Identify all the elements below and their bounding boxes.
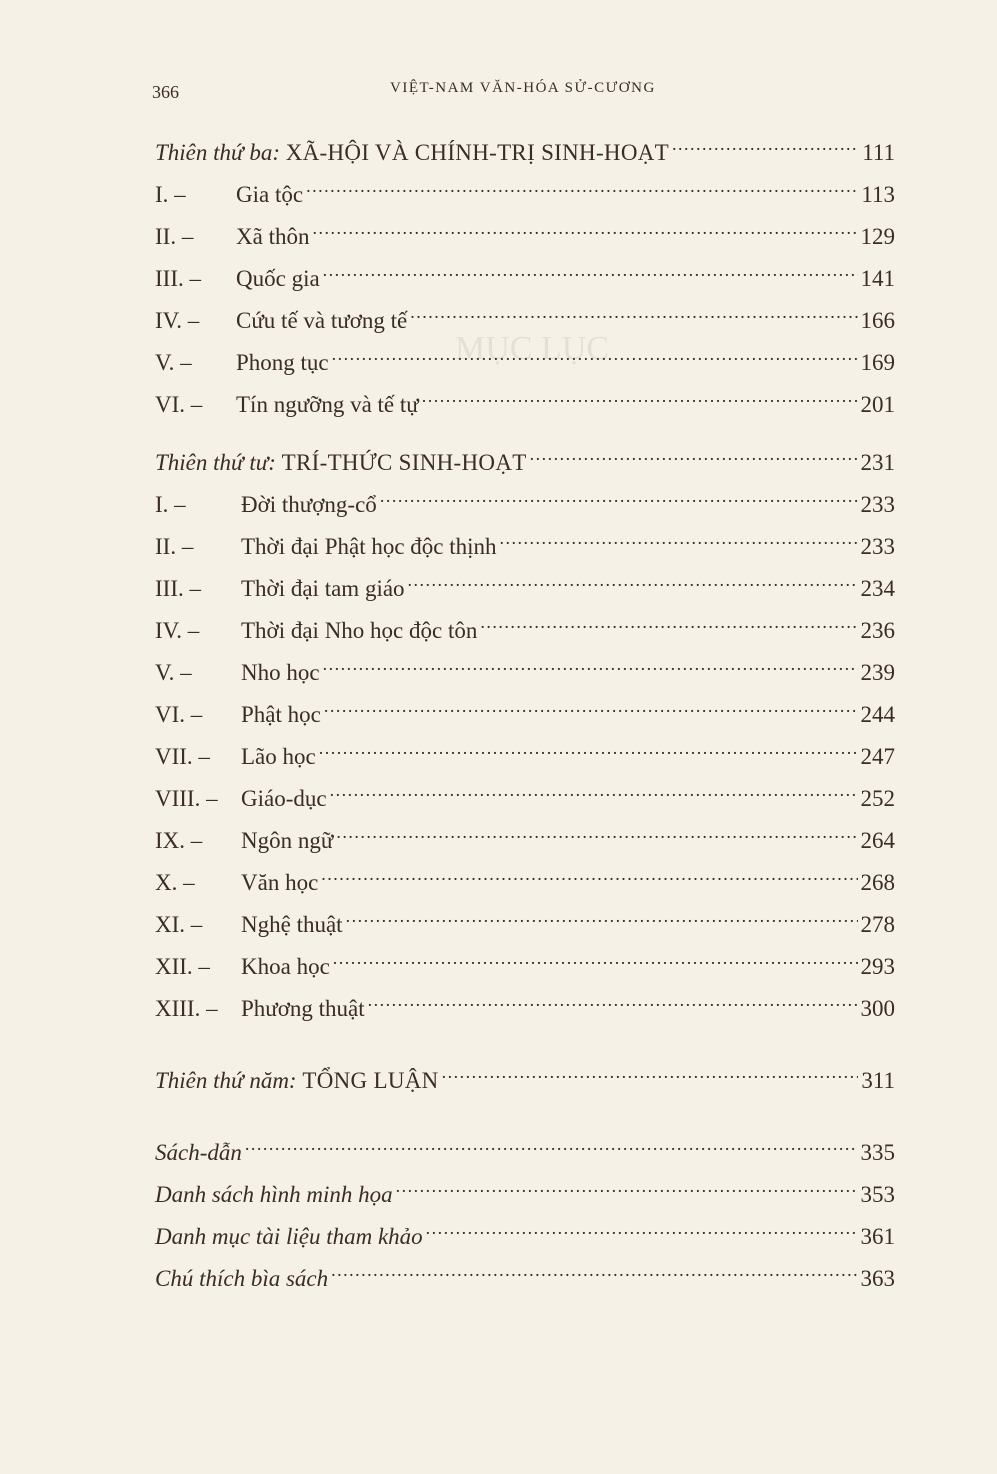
page-ref: 247	[860, 744, 895, 769]
entry-number: I. –	[155, 182, 186, 207]
dot-leader	[336, 816, 857, 848]
entry-number: II. –	[155, 224, 194, 249]
entry-label: Tín ngưỡng và tế tự	[236, 392, 419, 417]
toc-entry	[155, 480, 895, 517]
entry-label: Quốc gia	[236, 266, 320, 291]
dot-leader	[323, 254, 858, 286]
page-ref: 141	[860, 266, 895, 291]
page-ref: 236	[860, 618, 895, 643]
entry-label: Chú thích bìa sách	[155, 1266, 329, 1291]
entry-number: IV. –	[155, 618, 200, 643]
dot-leader	[323, 648, 858, 680]
dot-leader	[312, 212, 857, 244]
dot-leader	[396, 1170, 858, 1202]
entry-label: Nho học	[241, 660, 320, 685]
toc-appendix-entry	[155, 1128, 895, 1165]
dot-leader	[380, 480, 858, 512]
entry-label: Phương thuật	[241, 996, 365, 1021]
entry-label: Thời đại tam giáo	[241, 576, 405, 601]
entry-label: Đời thượng-cổ	[241, 492, 377, 517]
toc-entry	[155, 690, 895, 727]
dot-leader	[331, 1254, 857, 1286]
entry-label: Thời đại Nho học độc tôn	[241, 618, 478, 643]
dot-leader	[330, 774, 858, 806]
entry-number: VII. –	[155, 744, 210, 769]
entry-label: Lão học	[241, 744, 316, 769]
page-ref: 231	[860, 450, 895, 475]
entry-number: II. –	[155, 534, 194, 559]
entry-label: Gia tộc	[236, 182, 304, 207]
entry-number: IX. –	[155, 828, 203, 853]
page-ref: 278	[860, 912, 895, 937]
page-ref: 293	[860, 954, 895, 979]
page-ref: 233	[860, 492, 895, 517]
entry-label: Ngôn ngữ	[241, 828, 334, 853]
show-through-text: MỤC LỤC	[455, 330, 609, 367]
page-ref: 166	[860, 308, 895, 333]
page-ref: 353	[860, 1182, 895, 1207]
dot-leader	[442, 1056, 859, 1088]
page-ref: 201	[860, 392, 895, 417]
page-ref: 264	[860, 828, 895, 853]
book-title: VIỆT-NAM VĂN-HÓA SỬ-CƯƠNG	[390, 80, 656, 96]
page-ref: 300	[860, 996, 895, 1021]
toc-entry	[155, 984, 895, 1021]
page-ref: 335	[860, 1140, 895, 1165]
dot-leader	[333, 942, 858, 974]
entry-label: Danh sách hình minh họa	[155, 1182, 393, 1207]
dot-leader	[500, 522, 858, 554]
toc-appendix-entry	[155, 1254, 895, 1291]
part-title: XÃ-HỘI VÀ CHÍNH-TRỊ SINH-HOẠT	[285, 140, 669, 165]
page-ref: 363	[860, 1266, 895, 1291]
page-ref: 233	[860, 534, 895, 559]
entry-number: XII. –	[155, 954, 210, 979]
entry-number: VIII. –	[155, 786, 218, 811]
page-ref: 252	[860, 786, 895, 811]
toc-entry	[155, 338, 895, 375]
page-ref: 111	[862, 140, 895, 165]
page-ref: 113	[861, 182, 895, 207]
entry-number: V. –	[155, 350, 192, 375]
dot-leader	[410, 296, 857, 328]
entry-number: IV. –	[155, 308, 200, 333]
entry-number: I. –	[155, 492, 186, 517]
page-ref: 268	[860, 870, 895, 895]
dot-leader	[321, 858, 857, 890]
dot-leader	[368, 984, 858, 1016]
dot-leader	[346, 900, 858, 932]
toc-entry	[155, 816, 895, 853]
dot-leader	[480, 606, 857, 638]
running-header	[150, 80, 895, 104]
dot-leader	[306, 170, 858, 202]
toc-entry	[155, 606, 895, 643]
page-ref: 129	[860, 224, 895, 249]
toc-entry	[155, 732, 895, 769]
toc-entry	[155, 858, 895, 895]
toc-appendix-entry	[155, 1212, 895, 1249]
toc-appendix-entry	[155, 1170, 895, 1207]
dot-leader	[672, 128, 859, 160]
entry-label: Xã thôn	[236, 224, 310, 249]
dot-leader	[530, 438, 858, 470]
entry-number: VI. –	[155, 702, 203, 727]
page-ref: 169	[860, 350, 895, 375]
toc-entry	[155, 296, 895, 333]
entry-label: Văn học	[241, 870, 319, 895]
dot-leader	[324, 690, 858, 722]
page-number: 366	[152, 82, 179, 102]
page-ref: 234	[860, 576, 895, 601]
entry-label: Cứu tế và tương tế	[236, 308, 408, 333]
entry-label: Nghệ thuật	[241, 912, 343, 937]
page-ref: 244	[860, 702, 895, 727]
entry-label: Phong tục	[236, 350, 329, 375]
toc-part-heading	[155, 128, 895, 165]
part-title: TRÍ-THỨC SINH-HOẠT	[281, 450, 527, 475]
part-title: TỔNG LUẬN	[302, 1068, 439, 1093]
part-label: Thiên thứ năm:	[155, 1068, 297, 1093]
toc-entry	[155, 942, 895, 979]
page-ref: 239	[860, 660, 895, 685]
toc-entry	[155, 254, 895, 291]
page-ref: 311	[861, 1068, 895, 1093]
toc-part-heading	[155, 438, 895, 475]
entry-label: Phật học	[241, 702, 321, 727]
entry-label: Giáo-dục	[241, 786, 327, 811]
entry-label: Sách-dẫn	[155, 1140, 242, 1165]
entry-number: V. –	[155, 660, 192, 685]
toc-entry	[155, 648, 895, 685]
toc-entry	[155, 564, 895, 601]
entry-label: Danh mục tài liệu tham khảo	[155, 1224, 423, 1249]
entry-label: Khoa học	[241, 954, 330, 979]
part-label: Thiên thứ tư:	[155, 450, 276, 475]
dot-leader	[426, 1212, 858, 1244]
toc-part-heading	[155, 1056, 895, 1093]
toc-entry	[155, 170, 895, 207]
toc-entry	[155, 900, 895, 937]
dot-leader	[332, 338, 858, 370]
entry-label: Thời đại Phật học độc thịnh	[241, 534, 497, 559]
entry-number: XIII. –	[155, 996, 218, 1021]
entry-number: III. –	[155, 266, 201, 291]
part-label: Thiên thứ ba:	[155, 140, 280, 165]
dot-leader	[319, 732, 858, 764]
toc-entry	[155, 380, 895, 417]
entry-number: X. –	[155, 870, 195, 895]
toc-entry	[155, 212, 895, 249]
toc-entry	[155, 774, 895, 811]
page-ref: 361	[860, 1224, 895, 1249]
dot-leader	[245, 1128, 858, 1160]
toc-entry	[155, 522, 895, 559]
dot-leader	[422, 380, 858, 412]
dot-leader	[408, 564, 858, 596]
entry-number: XI. –	[155, 912, 203, 937]
entry-number: VI. –	[155, 392, 203, 417]
entry-number: III. –	[155, 576, 201, 601]
